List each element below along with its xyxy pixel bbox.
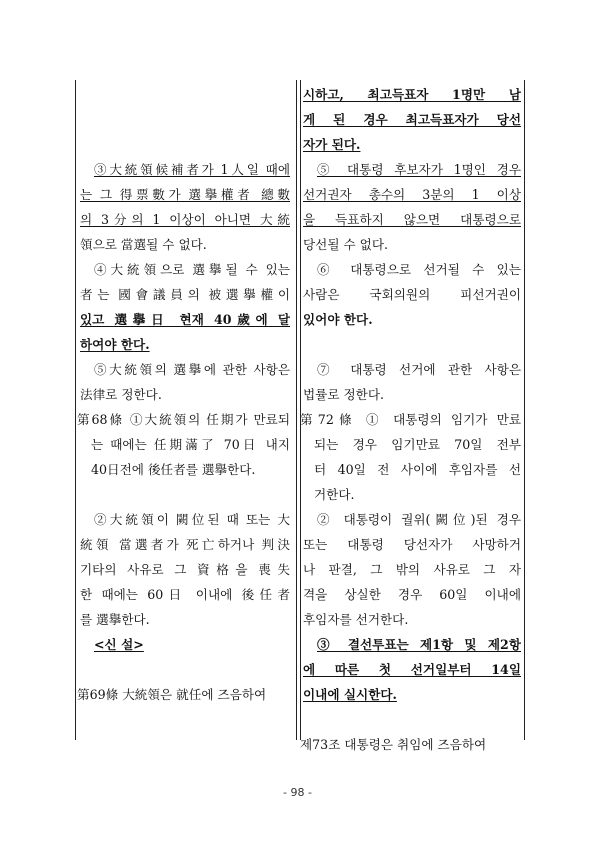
text-line: 法律로 정한다. bbox=[80, 387, 162, 402]
text-line: 있어야 한다. bbox=[303, 312, 373, 327]
text-line: 게 된 경우 최고득표자가 당선 bbox=[303, 112, 521, 127]
text-line: ⑤ 대통령 후보자가 1명인 경우 bbox=[317, 162, 521, 177]
text-line: 한 때에는 60日 이내에 後任者 bbox=[80, 587, 290, 602]
text-line: 시하고, 최고득표자 1명만 남 bbox=[303, 87, 521, 102]
text-line: 나 판결, 그 밖의 사유로 그 자 bbox=[303, 562, 521, 577]
text-line: 는 그 得票數가 選擧權者 總數 bbox=[80, 187, 290, 202]
text-line: 선거권자 총수의 3분의 1 이상 bbox=[303, 187, 521, 202]
text-line: ②大統領이 闕位된 때 또는 大 bbox=[94, 512, 290, 527]
text-line: 하여야 한다. bbox=[80, 337, 150, 352]
text-line: ③ 결선투표는 제1항 및 제2항 bbox=[317, 637, 521, 652]
article-72-amended bbox=[300, 407, 521, 507]
text-line: 에 따른 첫 선거일부터 14일 bbox=[303, 662, 521, 677]
article-68-paragraph-2-current bbox=[80, 507, 290, 632]
text-line: ⑥ 대통령으로 선거될 수 있는 bbox=[317, 262, 521, 277]
text-line: 후임자를 선거한다. bbox=[303, 612, 409, 627]
current-law-column bbox=[77, 82, 290, 707]
text-line: 법률로 정한다. bbox=[303, 387, 384, 402]
text-line: 자가 된다. bbox=[303, 137, 361, 152]
text-line: ② 대통령이 궐위(闕位)된 경우 bbox=[317, 512, 521, 527]
right-border bbox=[524, 80, 525, 740]
text-line: 또는 대통령 당선자가 사망하거 bbox=[303, 537, 521, 552]
new-provision-marker: <신 설> bbox=[94, 637, 144, 652]
text-line: 기타의 사유로 그 資格을 喪失 bbox=[80, 562, 290, 577]
text-line: 당선될 수 없다. bbox=[303, 237, 389, 252]
text-line: ④大統領으로 選擧될 수 있는 bbox=[94, 262, 290, 277]
text-line: 거한다. bbox=[314, 487, 355, 502]
text-line: 者는 國會議員의 被選擧權이 bbox=[80, 287, 290, 302]
article-69-current: 第69條 大統領은 就任에 즈음하여 bbox=[77, 687, 267, 702]
text-line: 를 選擧한다. bbox=[80, 612, 150, 627]
text-line: 되는 경우 임기만료 70일 전부 bbox=[314, 437, 521, 452]
left-border bbox=[75, 80, 76, 740]
paragraph-7-amended bbox=[303, 357, 521, 407]
page-number: - 98 - bbox=[283, 786, 312, 799]
paragraph-6-amended bbox=[303, 257, 521, 332]
paragraph-5-amended bbox=[303, 157, 521, 257]
text-line: ⑤大統領의 選擧에 관한 사항은 bbox=[94, 362, 290, 377]
text-line: 사람은 국회의원의 피선거권이 bbox=[303, 287, 521, 302]
text-line: 第68條 ①大統領의 任期가 만료되 bbox=[77, 412, 290, 427]
text-line: ⑦ 대통령 선거에 관한 사항은 bbox=[317, 362, 521, 377]
text-line: ③大統領候補者가 1人일 때에 bbox=[94, 162, 290, 177]
article-73-amended: 제73조 대통령은 취임에 즈음하여 bbox=[300, 737, 487, 752]
article-72-paragraph-2-amended bbox=[303, 507, 521, 632]
paragraph-3-current bbox=[80, 157, 290, 257]
text-line: 터 40일 전 사이에 후임자를 선 bbox=[314, 462, 521, 477]
text-line: 는 때에는 任期滿了 70日 내지 bbox=[91, 437, 290, 452]
article-72-paragraph-3-amended bbox=[303, 632, 521, 707]
column-divider-left bbox=[296, 80, 297, 740]
text-line: 第72條 ① 대통령의 임기가 만료 bbox=[300, 412, 521, 427]
text-line: 이내에 실시한다. bbox=[303, 687, 397, 702]
text-line: 40日전에 後任者를 選擧한다. bbox=[91, 462, 256, 477]
text-line: 을 득표하지 않으면 대통령으로 bbox=[303, 212, 521, 227]
paragraph-5-current bbox=[80, 357, 290, 407]
text-line: 領으로 當選될 수 없다. bbox=[80, 237, 207, 252]
paragraph-4-current bbox=[80, 257, 290, 357]
text-line: 있고 選擧日 현재 40歲에 달 bbox=[80, 312, 290, 327]
text-line: 격을 상실한 경우 60일 이내에 bbox=[303, 587, 521, 602]
runoff-continuation bbox=[303, 82, 521, 157]
text-line: 의 3分의 1 이상이 아니면 大統 bbox=[80, 212, 290, 227]
text-line: 統領 當選者가 死亡하거나 判決 bbox=[80, 537, 290, 552]
article-68-current bbox=[77, 407, 290, 482]
amendment-column bbox=[300, 82, 521, 757]
